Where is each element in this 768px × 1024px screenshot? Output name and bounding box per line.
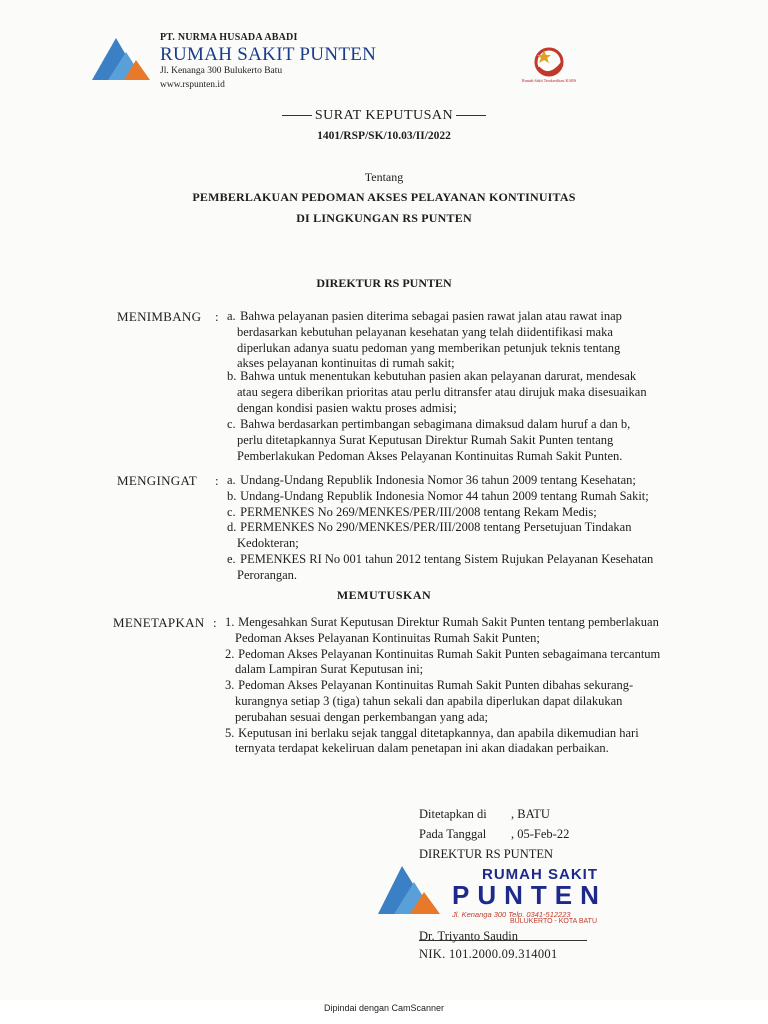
hospital-name: RUMAH SAKIT PUNTEN <box>160 44 377 65</box>
item-line: perlu ditetapkannya Surat Keputusan Direktur Rumah Sakit Punten tentang <box>237 432 614 447</box>
mengingat-colon: : <box>215 473 219 488</box>
item-line: PEMENKES RI No 001 tahun 2012 tentang Sistem Rujukan Pelayanan Kesehatan <box>240 551 654 566</box>
item-line: Keputusan ini berlaku sejak tanggal ditetapkannya, dan apabila dikemudian hari <box>238 725 639 740</box>
item-line: Bahwa berdasarkan pertimbangan sebagimana dimaksud dalam huruf a dan b, <box>240 417 631 431</box>
menetapkan-list <box>225 615 660 757</box>
item-line: Pemberlakukan Pedoman Akses Pelayanan Kontinuitas Rumah Sakit Punten. <box>237 448 623 463</box>
item-line: Undang-Undang Republik Indonesia Nomor 44 tahun 2009 tentang Rumah Sakit; <box>240 488 649 503</box>
item-line: PERMENKES No 269/MENKES/PER/III/2008 tentang Rekam Medis; <box>240 504 597 519</box>
tentang-label: Tentang <box>364 170 404 184</box>
item-line: Pedoman Akses Pelayanan Kontinuitas Rumah Sakit Punten dibahas sekurang- <box>238 678 634 693</box>
item-line: Pedoman Akses Pelayanan Kontinuitas Rumah Sakit Punten sebagaimana tercantum <box>238 646 661 661</box>
tanggal-row <box>419 827 570 842</box>
menimbang-label: MENIMBANG <box>117 309 202 324</box>
accreditation-caption: Rumah Sakit Terakreditasi KARS <box>522 78 577 83</box>
item-marker: 2. <box>225 646 235 661</box>
menimbang-colon: : <box>215 309 219 324</box>
document-number: 1401/RSP/SK/10.03/II/2022 <box>317 130 451 142</box>
item-line: Pedoman Akses Pelayanan Kontinuitas Rumah Sakit Punten; <box>235 630 540 645</box>
item-marker: b. <box>227 488 237 503</box>
subject-line-2: DI LINGKUNGAN RS PUNTEN <box>296 211 472 225</box>
item-line: PERMENKES No 290/MENKES/PER/III/2008 tentang Persetujuan Tindakan <box>240 520 632 535</box>
item-line: Perorangan. <box>237 567 298 582</box>
company-name: PT. NURMA HUSADA ABADI <box>160 32 298 43</box>
signature-title: DIREKTUR RS PUNTEN <box>419 847 554 861</box>
item-line: dalam Lampiran Surat Keputusan ini; <box>235 662 424 677</box>
item-line: atau segera diberikan prioritas atau perlu ditransfer atau dirujuk maka disesuaikan <box>237 384 647 399</box>
document-title-row <box>0 108 768 124</box>
item-line: akses pelayanan kontinuitas di rumah sakit; <box>237 356 455 371</box>
direktur-heading: DIREKTUR RS PUNTEN <box>316 276 452 290</box>
menetapkan-colon: : <box>213 615 217 630</box>
hospital-website: www.rspunten.id <box>160 80 225 90</box>
subject-line-1: PEMBERLAKUAN PEDOMAN AKSES PELAYANAN KONTINUITAS <box>192 190 576 204</box>
ditetapkan-row <box>419 807 550 822</box>
menimbang-item-c <box>227 417 630 464</box>
item-line: berdasarkan kebutuhan pelayanan kesehatan yang telah diidentifikasi maka <box>237 324 613 339</box>
document-title: SURAT KEPUTUSAN <box>314 108 454 123</box>
ditetapkan-value: , BATU <box>511 807 550 821</box>
item-line: Undang-Undang Republik Indonesia Nomor 36 tahun 2009 tentang Kesehatan; <box>240 473 636 487</box>
stamp-triangle-logo <box>376 862 444 918</box>
item-line: Mengesahkan Surat Keputusan Direktur Rumah Sakit Punten tentang pemberlakuan <box>238 615 659 629</box>
signer-name: Dr. Triyanto Saudin <box>419 929 518 943</box>
item-line: Kedokteran; <box>237 536 299 551</box>
item-marker: d. <box>227 520 237 535</box>
item-line: diperlukan adanya suatu pedoman yang memberikan petunjuk teknis tentang <box>237 340 621 355</box>
signature-underline <box>419 940 587 941</box>
item-marker: 1. <box>225 615 235 629</box>
memutuskan-heading: MEMUTUSKAN <box>336 588 432 602</box>
item-line: kurangnya setiap 3 (tiga) tahun sekali dan apabila diperlukan dapat dilakukan <box>235 693 623 708</box>
scanner-watermark: Dipindai dengan CamScanner <box>323 1003 445 1013</box>
signer-nik: NIK. 101.2000.09.314001 <box>419 947 558 961</box>
item-marker: e. <box>227 551 236 566</box>
item-marker: a. <box>227 309 236 323</box>
item-marker: 5. <box>225 725 235 740</box>
menetapkan-label: MENETAPKAN <box>113 615 205 630</box>
hospital-triangle-logo <box>90 34 154 84</box>
item-line: perubahan sesuai dengan perkembangan yang ada; <box>235 709 489 724</box>
title-underline-left <box>282 115 312 116</box>
item-marker: 3. <box>225 678 235 693</box>
item-line: ternyata terdapat kekeliruan dalam penetapan ini akan diadakan perbaikan. <box>235 741 609 756</box>
accreditation-logo <box>524 44 574 80</box>
menimbang-item-a <box>227 309 622 372</box>
mengingat-label: MENGINGAT <box>117 473 197 488</box>
item-line: dengan kondisi pasien waktu proses admisi; <box>237 400 457 415</box>
item-marker: c. <box>227 417 236 431</box>
title-underline-right <box>456 115 486 116</box>
mengingat-list <box>227 473 653 584</box>
ditetapkan-label: Ditetapkan di <box>419 807 487 821</box>
tanggal-value: , 05-Feb-22 <box>511 827 570 841</box>
item-marker: a. <box>227 473 236 487</box>
item-marker: c. <box>227 504 236 519</box>
item-line: Bahwa pelayanan pasien diterima sebagai pasien rawat jalan atau rawat inap <box>240 309 622 323</box>
tanggal-label: Pada Tanggal <box>419 827 487 841</box>
stamp-address-2: BULUKERTO - KOTA BATU <box>510 918 598 925</box>
stamp-address-1: Jl. Kenanga 300 Telp. 0341-512223 <box>452 910 571 919</box>
item-line: Bahwa untuk menentukan kebutuhan pasien akan pelayanan darurat, mendesak <box>240 369 637 383</box>
stamp-line-1: RUMAH SAKIT <box>482 866 598 883</box>
item-marker: b. <box>227 369 237 383</box>
menimbang-item-b <box>227 369 647 416</box>
stamp-line-2: PUNTEN <box>452 880 607 910</box>
hospital-address: Jl. Kenanga 300 Bulukerto Batu <box>160 66 283 76</box>
